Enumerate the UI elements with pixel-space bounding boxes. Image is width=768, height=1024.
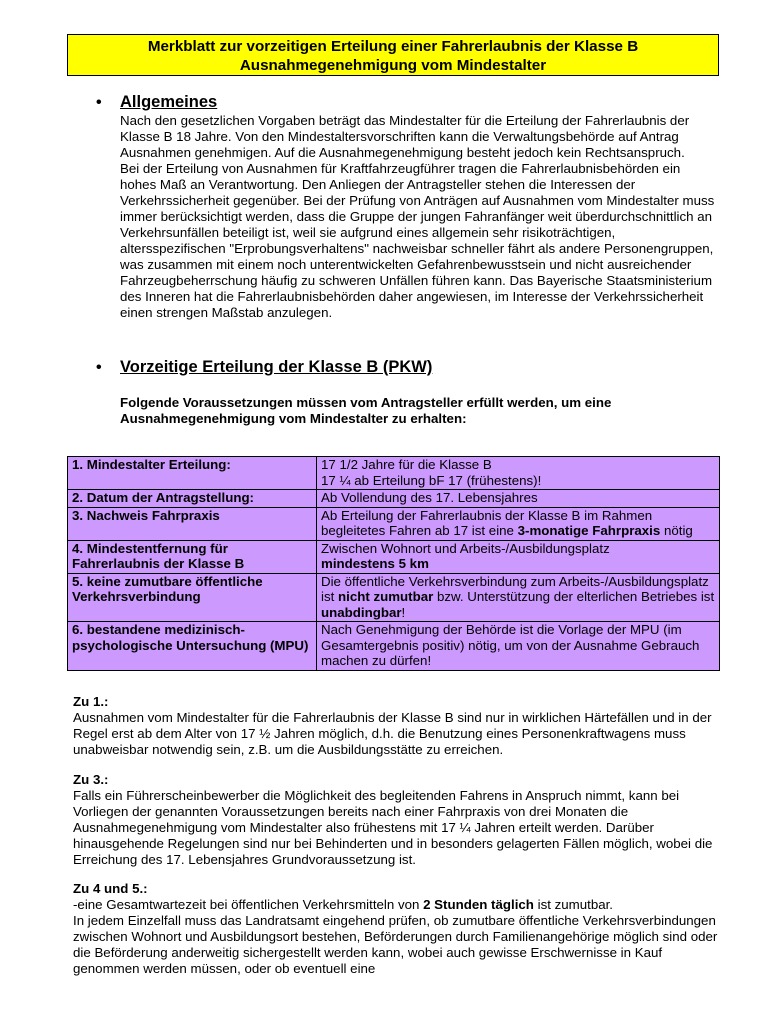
row-value-emphasis: unabdingbar	[321, 604, 402, 620]
row-label: 5. keine zumutbare öffentliche Verkehrsverbindung	[68, 573, 317, 622]
row-label: 3. Nachweis Fahrpraxis	[68, 507, 317, 540]
paragraph-2: Bei der Erteilung von Ausnahmen für Kraftfahrzeugführer tragen die Fahrerlaubnisbehörden ein hohes Maß an Verantwortung. Den Anliegen der Antragsteller stehen die Interessen der Verkehrssicherheit gegenüber. Bei der Prüfung von Anträgen auf Ausnahmen vom Mindestalter muss immer berücksichtigt werden, dass die Gruppe der jungen Fahranfänger weit überdurchschnittlich an Verkehrsunfällen beteiligt ist, weil sie aufgrund eines allgemein sehr risikoträchtigen, altersspezifischen "Erprobungsverhaltens" nachweisbar schneller fährt als andere Personengruppen, was zusammen mit einem noch unterentwickelten Gefahrenbewusstsein und nicht ausreichender Fahrzeugbeherrschung häufig zu schweren Unfällen führen kann. Das Bayerische Staatsministerium des Inneren hat die Fahrerlaubnisbehörden daher angewiesen, im Interesse der Verkehrssicherheit einen strengen Maßstab anzulegen.	[120, 161, 715, 320]
row-value-emphasis: 3-monatige Fahrpraxis	[517, 523, 661, 538]
note-heading: Zu 4 und 5.:	[73, 881, 148, 896]
bullet-allgemeines: •	[96, 94, 102, 111]
row-value	[317, 573, 720, 622]
section-allgemeines-text	[120, 113, 720, 321]
row-value-text: nötig	[660, 523, 693, 538]
row-value-text: Ab Erteilung der Fahrerlaubnis der Klasse B im Rahmen begleitetes Fahren ab 17 ist eine	[321, 507, 653, 538]
heading-allgemeines: Allgemeines	[120, 93, 218, 111]
note-text: In jedem Einzelfall muss das Landratsamt eingehend prüfen, ob zumutbare öffentliche Verkehrsverbindungen zwischen Wohnort und Ausbildungsort bestehen, Beförderungen durch Familienangehörige möglich sind oder die Beförderung anderweitig sichergestellt werden kann, wobei auch gewisse Erschwernisse in Kauf genommen werden müssen, oder ob eventuell eine	[73, 913, 718, 976]
note-text	[73, 897, 723, 913]
row-label: 6. bestandene medizinisch-psychologische Untersuchung (MPU)	[68, 622, 317, 671]
title-line-1: Merkblatt zur vorzeitigen Erteilung einer Fahrerlaubnis der Klasse B	[147, 38, 639, 55]
row-value-line: 17 1/2 Jahre für die Klasse B	[321, 457, 492, 472]
row-value-line: Zwischen Wohnort und Arbeits-/Ausbildungsplatz	[321, 540, 610, 556]
note-text-part: ist zumutbar.	[533, 897, 613, 912]
title-line-2: Ausnahmegenehmigung vom Mindestalter	[239, 57, 547, 74]
heading-vorzeitige-erteilung: Vorzeitige Erteilung der Klasse B (PKW)	[120, 358, 433, 376]
note-emphasis: 2 Stunden täglich	[423, 897, 534, 912]
row-value: Nach Genehmigung der Behörde ist die Vorlage der MPU (im Gesamtergebnis positiv) nötig, um von der Ausnahme Gebrauch machen zu dürfen!	[317, 622, 720, 671]
row-label: 4. Mindestentfernung für Fahrerlaubnis der Klasse B	[68, 540, 317, 573]
table-row	[68, 573, 720, 622]
table-row	[68, 490, 720, 508]
row-value-line: 17 ¼ ab Erteilung bF 17 (frühestens)!	[321, 472, 542, 488]
table-row	[68, 540, 720, 573]
row-value-emphasis: mindestens 5 km	[321, 556, 429, 571]
row-value-text: bzw. Unterstützung der elterlichen Betriebes ist	[433, 589, 715, 604]
note-1	[73, 694, 723, 758]
note-4-5	[73, 881, 723, 977]
row-label: 2. Datum der Antragstellung:	[68, 490, 317, 508]
requirements-intro: Folgende Voraussetzungen müssen vom Antragsteller erfüllt werden, um eine Ausnahmegenehmigung vom Mindestalter zu erhalten:	[120, 395, 612, 426]
table-row	[68, 622, 720, 671]
row-label: 1. Mindestalter Erteilung:	[68, 457, 317, 490]
row-value: Ab Vollendung des 17. Lebensjahres	[317, 490, 720, 508]
note-text: Ausnahmen vom Mindestalter für die Fahrerlaubnis der Klasse B sind nur in wirklichen Härtefällen und in der Regel erst ab dem Alter von 17 ½ Jahren möglich, d.h. die Benutzung eines Personenkraftwagens muss unabweisbar notwendig sein, z.B. um die Ausbildungsstätte zu erreichen.	[73, 710, 712, 757]
row-value	[317, 457, 720, 490]
row-value-text: !	[401, 604, 406, 620]
note-heading: Zu 1.:	[73, 694, 109, 709]
note-text: Falls ein Führerscheinbewerber die Möglichkeit des begleitenden Fahrens in Anspruch nimmt, kann bei Vorliegen der genannten Voraussetzungen bereits nach einer Fahrpraxis von drei Monaten die Ausnahmegenehmigung vom Mindestalter also frühestens mit 17 ¼ Jahren erteilt werden. Darüber hinausgehende Regelungen sind nur bei Behinderten und in besonders gelagerten Fällen möglich, wobei die Erreichung des 17. Lebensjahres Grundvoraussetzung ist.	[73, 788, 713, 867]
row-value	[317, 540, 720, 573]
note-3	[73, 772, 723, 868]
row-value-emphasis: nicht zumutbar	[338, 589, 434, 604]
table-row	[68, 457, 720, 490]
requirements-table	[67, 456, 720, 671]
note-heading: Zu 3.:	[73, 772, 109, 787]
row-value	[317, 507, 720, 540]
note-text-part: -eine Gesamtwartezeit bei öffentlichen Verkehrsmitteln von	[73, 897, 424, 912]
paragraph-1: Nach den gesetzlichen Vorgaben beträgt das Mindestalter für die Erteilung der Fahrerlaubnis der Klasse B 18 Jahre. Von den Mindestaltersvorschriften kann die Verwaltungsbehörde auf Antrag Ausnahmen genehmigen. Auf die Ausnahmegenehmigung besteht jedoch kein Rechtsanspruch.	[120, 113, 690, 160]
table-row	[68, 507, 720, 540]
row-value-text: Die öffentliche Verkehrsverbindung zum Arbeits-/Ausbildungsplatz ist	[321, 573, 709, 604]
bullet-vorzeitige: •	[96, 359, 102, 376]
document-title-box	[67, 34, 719, 76]
